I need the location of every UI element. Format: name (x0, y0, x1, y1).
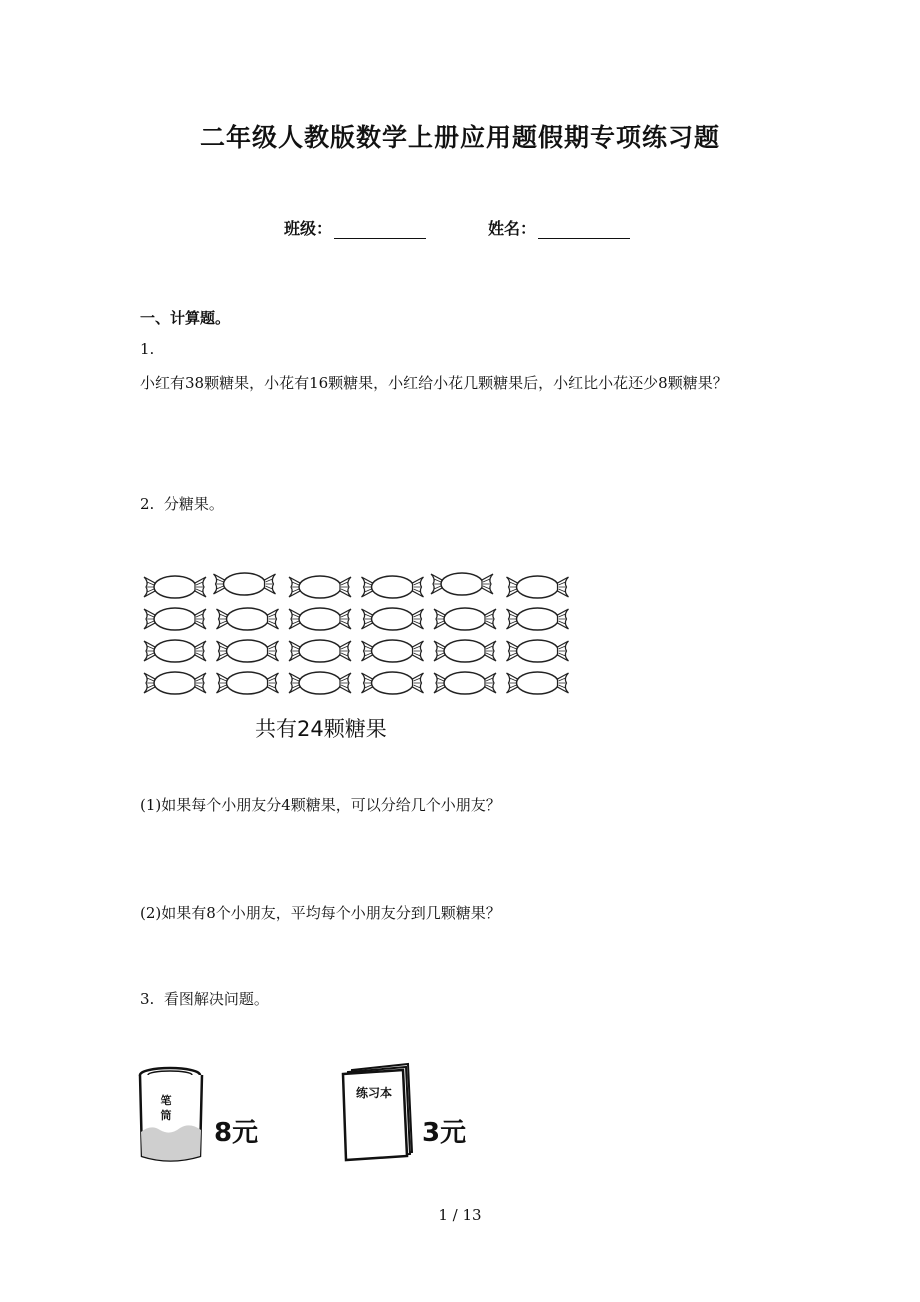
candy-icon (217, 672, 279, 694)
notebook-label: 练习本 (355, 1086, 393, 1100)
candy-icon (434, 672, 496, 694)
candy-icon (144, 608, 206, 630)
q2-title: 分糖果。 (163, 495, 224, 513)
q2-sub1: (1)如果每个小朋友分4颗糖果，可以分给几个小朋友？ (140, 796, 501, 814)
q3-heading (140, 984, 269, 1014)
candy-icon (507, 608, 569, 630)
candy-icon (217, 640, 279, 662)
candy-icon (434, 608, 496, 630)
notebook-price: 3元 (422, 1118, 467, 1148)
candy-icon (362, 640, 424, 662)
pencil-holder-price: 8元 (214, 1118, 259, 1148)
pencil-holder-icon (136, 1064, 208, 1166)
candy-figure (140, 566, 590, 746)
candy-icon (144, 576, 206, 598)
page-title: 二年级人教版数学上册应用题假期专项练习题 (199, 123, 720, 152)
candy-icon (217, 608, 279, 630)
class-field (284, 216, 426, 239)
candy-caption: 共有24颗糖果 (255, 717, 387, 741)
pencil-holder-label-1: 笔 (160, 1094, 172, 1107)
candy-icon (434, 640, 496, 662)
candy-icon (289, 672, 351, 694)
candy-icon (362, 608, 424, 630)
candy-icon (289, 576, 351, 598)
candy-icon (362, 576, 424, 598)
name-label: 姓名： (488, 219, 537, 238)
q1-text: 小红有38颗糖果，小花有16颗糖果，小红给小花几颗糖果后，小红比小花还少8颗糖果？ (140, 374, 728, 392)
section-heading: 一、计算题。 (140, 309, 231, 327)
q3-number: 3. (140, 990, 155, 1008)
page-number: 1 / 13 (438, 1206, 482, 1224)
class-blank[interactable] (334, 222, 426, 239)
candy-icon (214, 573, 276, 595)
candy-icon (289, 640, 351, 662)
notebook-icon (338, 1060, 420, 1166)
candy-icon (431, 573, 493, 595)
q2-number: 2. (140, 495, 155, 513)
q3-title: 看图解决问题。 (163, 990, 269, 1008)
candy-icon (144, 672, 206, 694)
name-field (488, 216, 630, 239)
candy-icon (144, 640, 206, 662)
candy-icon (507, 576, 569, 598)
q1-number: 1. (140, 340, 155, 358)
candy-icon (507, 640, 569, 662)
class-label: 班级： (284, 219, 333, 238)
q2-heading (140, 489, 224, 519)
pencil-holder-label-2: 筒 (160, 1109, 172, 1122)
candy-icon (289, 608, 351, 630)
q2-sub2: (2)如果有8个小朋友，平均每个小朋友分到几颗糖果？ (140, 904, 501, 922)
candy-icon (507, 672, 569, 694)
candy-icon (362, 672, 424, 694)
name-blank[interactable] (538, 222, 630, 239)
